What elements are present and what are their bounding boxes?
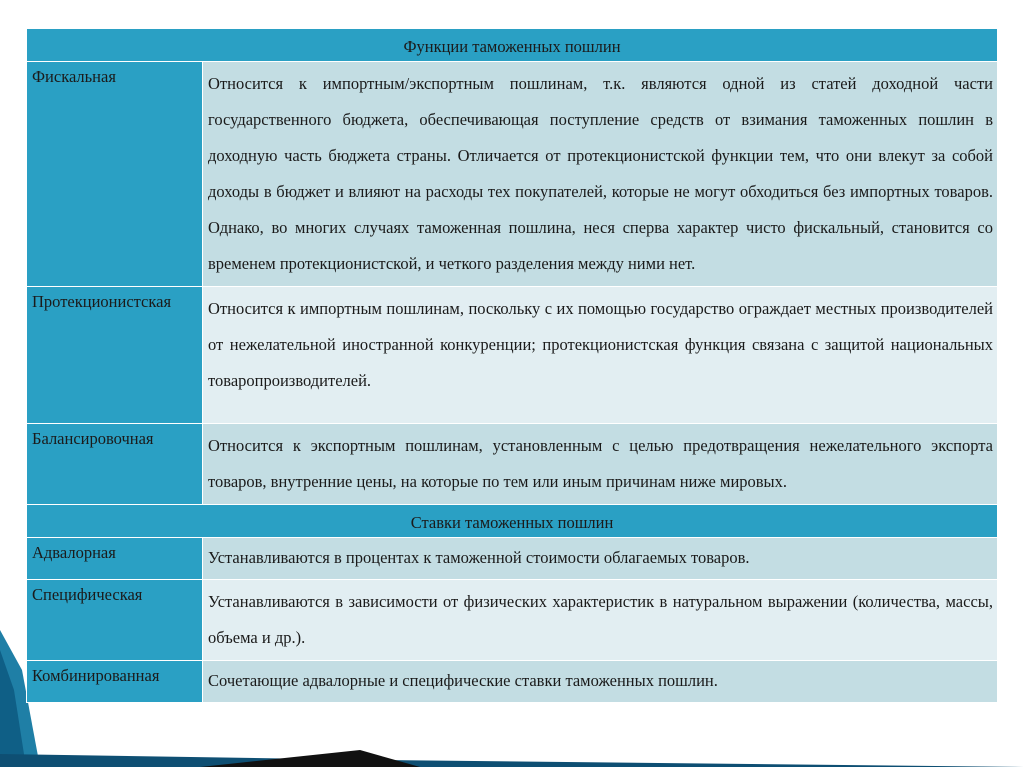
decorative-bottom-shape bbox=[0, 740, 1024, 767]
customs-duties-table bbox=[26, 28, 998, 703]
table-row bbox=[27, 424, 998, 505]
row-label: Специфическая bbox=[27, 580, 203, 661]
section-title: Ставки таможенных пошлин bbox=[27, 505, 998, 538]
row-text: Устанавливаются в зависимости от физических характеристик в натуральном выражении (количества, массы, объема и др.). bbox=[203, 580, 998, 661]
row-label: Балансировочная bbox=[27, 424, 203, 505]
row-text: Устанавливаются в процентах к таможенной стоимости облагаемых товаров. bbox=[203, 538, 998, 580]
row-text: Относится к экспортным пошлинам, установленным с целью предотвращения нежелательного экспорта товаров, внутренние цены, на которые по тем или иным причинам ниже мировых. bbox=[203, 424, 998, 505]
table-row bbox=[27, 580, 998, 661]
table-row bbox=[27, 538, 998, 580]
row-label: Адвалорная bbox=[27, 538, 203, 580]
row-text: Сочетающие адвалорные и специфические ставки таможенных пошлин. bbox=[203, 661, 998, 703]
section-header-functions bbox=[27, 29, 998, 62]
section-title: Функции таможенных пошлин bbox=[27, 29, 998, 62]
table-row bbox=[27, 287, 998, 424]
row-label: Фискальная bbox=[27, 62, 203, 287]
row-text: Относится к импортным пошлинам, поскольку с их помощью государство ограждает местных производителей от нежелательной иностранной конкуренции; протекционистская функция связана с защитой национальных товаропроизводителей. bbox=[203, 287, 998, 424]
row-label: Протекционистская bbox=[27, 287, 203, 424]
row-text: Относится к импортным/экспортным пошлинам, т.к. являются одной из статей доходной части государственного бюджета, обеспечивающая поступление средств от взимания таможенных пошлин в доходную часть бюджета страны. Отличается от протекционистской функции тем, что они влекут за собой доходы в бюджет и влияют на расходы тех покупателей, которые не могут обходиться без импортных товаров. Однако, во многих случаях таможенная пошлина, неся сперва характер чисто фискальный, становится со временем протекционистской, и четкого разделения между ними нет. bbox=[203, 62, 998, 287]
table-row bbox=[27, 661, 998, 703]
row-label: Комбинированная bbox=[27, 661, 203, 703]
table-row bbox=[27, 62, 998, 287]
section-header-rates bbox=[27, 505, 998, 538]
